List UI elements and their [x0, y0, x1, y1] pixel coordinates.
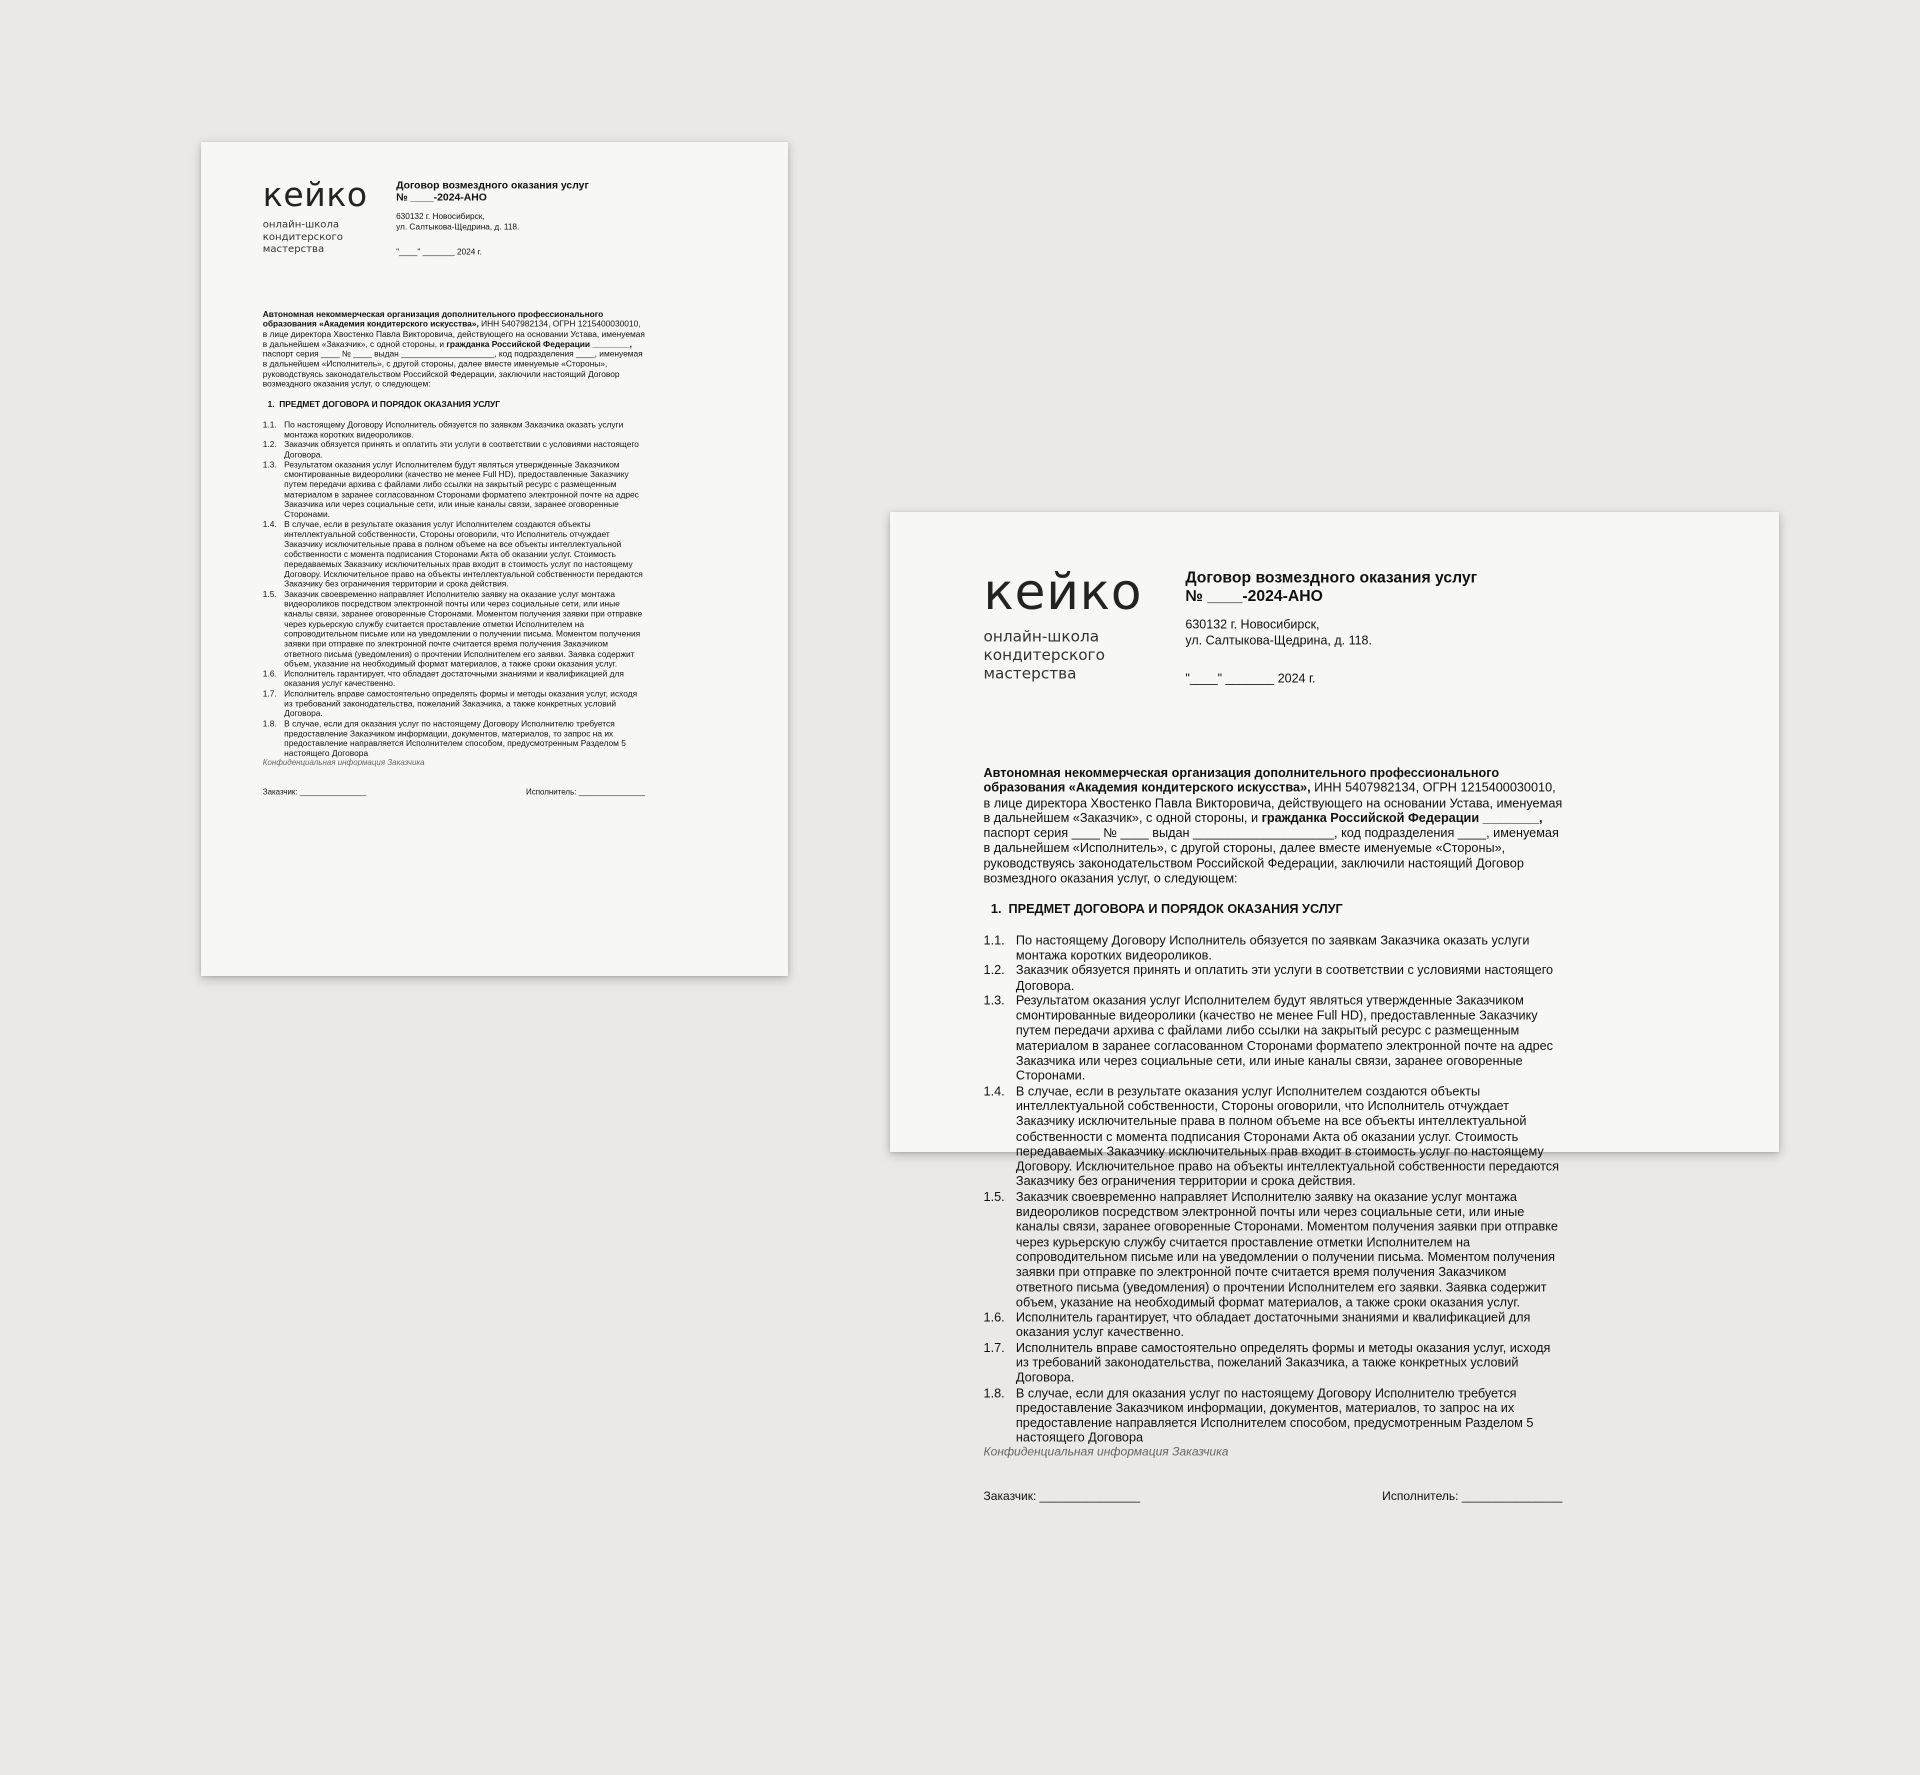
clause-number: 1.4.: [983, 1083, 1005, 1098]
clause-list: [263, 420, 645, 759]
signature-customer: Заказчик: _______________: [262, 787, 367, 797]
address-line: ул. Салтыкова-Щедрина, д. 118.: [396, 221, 520, 231]
tagline-line: кондитерского: [262, 230, 343, 243]
address-line: ул. Салтыкова-Щедрина, д. 118.: [1185, 632, 1372, 647]
clause-text: Заказчик своевременно направляет Исполнителю заявку на оказание услуг монтажа видеороликов посредством электронной почты или через социальные сети, или иные каналы связи, заранее оговоренные Сторонами. Моментом получения заявки при отправке через курьерскую службу считается проставление отметки Исполнителем на сопроводительном письме или на уведомлении о получении письма. Моментом получения заявки при отправке по электронной почте считается время получения Заказчиком ответного письма (уведомления) о прочтении Исполнителем его заявки. Заявка содержит объем, указание на необходимый формат материалов, а также сроки оказания услуг.: [284, 589, 643, 669]
contract-address: [1185, 618, 1477, 649]
section-number: 1.: [990, 902, 1002, 917]
clause-number: 1.3.: [262, 459, 277, 470]
clause-number: 1.6.: [262, 669, 277, 679]
clause-text: Исполнитель вправе самостоятельно определять формы и методы оказания услуг, исходя из требований законодательства, пожеланий Заказчика, а также конкретных условий Договора.: [1015, 1340, 1551, 1385]
tagline-line: онлайн-школа: [262, 218, 340, 231]
clause-number: 1.8.: [983, 1385, 1005, 1400]
intro-text: паспорт серия ____ № ____ выдан ____________________, код подразделения ____, именуемая в дальнейшем «Исполнитель», с другой стороны, далее вместе именуемые «Стороны», руководствуясь законодательством Российской Федерации, заключили настоящий Договор возмездного оказания услуг, о следующем:: [262, 349, 643, 389]
clause-number: 1.2.: [983, 963, 1005, 978]
clause-text: Результатом оказания услуг Исполнителем будут являться утвержденные Заказчиком смонтированные видеоролики (качество не менее Full HD), предоставленные Заказчику путем передачи архива с файлами либо ссылки на закрытый ресурс с размещенным материалом в заранее согласованном Сторонами форматепо электронной почте на адрес Заказчика или через социальные сети, или иные каналы связи, заранее оговоренные Сторонами.: [1015, 993, 1554, 1083]
clause-text: По настоящему Договору Исполнитель обязуется по заявкам Заказчика оказать услуги монтажа коротких видеороликов.: [284, 420, 624, 440]
contract-number: № ____-2024-АНО: [396, 191, 487, 204]
signature-executor: Исполнитель: _______________: [526, 787, 645, 797]
clause-item: [263, 669, 645, 689]
contract-header: [396, 179, 589, 257]
clause-item: [263, 420, 645, 440]
brand-block: [983, 562, 1143, 684]
clause-item: [263, 719, 645, 759]
clause-item: [984, 1386, 1563, 1446]
confidential-note: Конфиденциальная информация Заказчика: [262, 757, 425, 767]
tagline-line: онлайн-школа: [983, 627, 1100, 646]
section-number: 1.: [267, 399, 275, 409]
clause-text: В случае, если для оказания услуг по настоящему Договору Исполнителю требуется предоставление Заказчиком информации, документов, материалов, то запрос на их предоставление направляется Исполнителем способом, предусмотренным Разделом 5 настоящего Договора: [284, 718, 626, 759]
clause-text: В случае, если в результате оказания услуг Исполнителем создаются объекты интеллектуальной собственности, Стороны оговорили, что Исполнитель отчуждает Заказчику исключительные права в полном объеме на все объекты интеллектуальной собственности с момента подписания Сторонами Акта об оказании услуг. Стоимость передаваемых Заказчику исключительных прав входит в стоимость услуг по настоящему Договору. Исключительное право на объекты интеллектуальной собственности передаются Заказчику без ограничения территории и срока действия.: [1015, 1083, 1560, 1189]
tagline-line: кондитерского: [983, 646, 1105, 664]
brand-logo: кейко: [983, 562, 1143, 622]
contract-address: [396, 212, 589, 232]
clause-text: Исполнитель вправе самостоятельно определять формы и методы оказания услуг, исходя из требований законодательства, пожеланий Заказчика, а также конкретных условий Договора.: [284, 689, 638, 719]
clause-number: 1.8.: [262, 718, 277, 729]
clause-text: По настоящему Договору Исполнитель обязуется по заявкам Заказчика оказать услуги монтажа коротких видеороликов.: [1015, 933, 1530, 963]
clause-text: Исполнитель гарантирует, что обладает достаточными знаниями и квалификацией для оказания услуг качественно.: [284, 669, 624, 689]
brand-block: [262, 175, 368, 255]
clause-number: 1.2.: [262, 439, 277, 450]
contract-intro: [984, 766, 1563, 887]
contract-title: [1185, 568, 1477, 605]
clause-item: [984, 1084, 1563, 1190]
clause-text: Исполнитель гарантирует, что обладает достаточными знаниями и квалификацией для оказания услуг качественно.: [1015, 1310, 1531, 1340]
clause-text: Заказчик обязуется принять и оплатить эти услуги в соответствии с условиями настоящего Договора.: [284, 439, 639, 460]
clause-text: В случае, если в результате оказания услуг Исполнителем создаются объекты интеллектуальной собственности, Стороны оговорили, что Исполнитель отчуждает Заказчику исключительные права в полном объеме на все объекты интеллектуальной собственности с момента подписания Сторонами Акта об оказании услуг. Стоимость передаваемых Заказчику исключительных прав входит в стоимость услуг по настоящему Договору. Исключительное право на объекты интеллектуальной собственности передаются Заказчику без ограничения территории и срока действия.: [284, 519, 643, 589]
section-title: [263, 400, 645, 410]
contract-intro: [263, 310, 645, 390]
brand-logo: кейко: [262, 175, 368, 215]
clause-number: 1.3.: [983, 993, 1005, 1008]
sheet-content: [890, 512, 1779, 1775]
clause-number: 1.6.: [983, 1310, 1005, 1325]
tagline-line: мастерства: [983, 664, 1077, 683]
clause-number: 1.5.: [983, 1189, 1005, 1204]
contract-title-line: Договор возмездного оказания услуг: [396, 179, 589, 191]
brand-tagline: [263, 218, 368, 255]
tagline-line: мастерства: [262, 242, 325, 255]
clause-text: Результатом оказания услуг Исполнителем будут являться утвержденные Заказчиком смонтированные видеоролики (качество не менее Full HD), предоставленные Заказчику путем передачи архива с файлами либо ссылки на закрытый ресурс с размещенным материалом в заранее согласованном Сторонами форматепо электронной почте на адрес Заказчика или через социальные сети, или иные каналы связи, заранее оговоренные Сторонами.: [284, 459, 639, 519]
section-heading: ПРЕДМЕТ ДОГОВОРА И ПОРЯДОК ОКАЗАНИЯ УСЛУГ: [279, 399, 500, 409]
clause-item: [984, 963, 1563, 993]
contract-date: "____" _______ 2024 г.: [1185, 671, 1316, 686]
address-line: 630132 г. Новосибирск,: [1185, 617, 1320, 632]
clause-number: 1.5.: [262, 589, 277, 599]
clause-text: Заказчик обязуется принять и оплатить эти услуги в соответствии с условиями настоящего Договора.: [1015, 963, 1554, 993]
clause-item: [263, 520, 645, 590]
intro-party-executor: гражданка Российской Федерации ________,: [1261, 810, 1543, 825]
clause-item: [984, 1340, 1563, 1385]
clause-number: 1.1.: [983, 933, 1005, 947]
clause-item: [263, 689, 645, 719]
clause-number: 1.4.: [262, 519, 277, 529]
clause-list: [984, 933, 1563, 1446]
intro-party-customer: Автономная некоммерческая организация дополнительного профессионального образования «Академия кондитерского искусства»,: [262, 309, 604, 329]
signature-customer: Заказчик: _______________: [983, 1488, 1141, 1503]
clause-item: [263, 460, 645, 520]
sheet-content: [201, 142, 788, 976]
clause-number: 1.7.: [262, 689, 277, 699]
address-line: 630132 г. Новосибирск,: [396, 211, 485, 221]
clause-text: Заказчик своевременно направляет Исполнителю заявку на оказание услуг монтажа видеороликов посредством электронной почты или через социальные сети, или иные каналы связи, заранее оговоренные Сторонами. Моментом получения заявки при отправке через курьерскую службу считается проставление отметки Исполнителем на сопроводительном письме или на уведомлении о получении письма. Моментом получения заявки при отправке по электронной почте считается время получения Заказчиком ответного письма (уведомления) о прочтении Исполнителем его заявки. Заявка содержит объем, указание на необходимый формат материалов, а также сроки оказания услуг.: [1015, 1189, 1558, 1310]
brand-tagline: [984, 628, 1143, 684]
contract-body: [263, 310, 645, 759]
contract-number: № ____-2024-АНО: [1185, 587, 1323, 605]
clause-item: [263, 589, 645, 669]
section-title: [984, 902, 1563, 917]
contract-sheet-right: [890, 512, 1779, 1503]
contract-body: [984, 766, 1563, 1446]
clause-text: В случае, если для оказания услуг по настоящему Договору Исполнителю требуется предоставление Заказчиком информации, документов, материалов, то запрос на их предоставление направляется Исполнителем способом, предусмотренным Разделом 5 настоящего Договора: [1015, 1385, 1534, 1445]
clause-number: 1.1.: [262, 420, 277, 430]
clause-item: [984, 993, 1563, 1084]
clause-item: [984, 1190, 1563, 1311]
intro-text: паспорт серия ____ № ____ выдан ____________________, код подразделения ____, именуемая в дальнейшем «Исполнитель», с другой стороны, далее вместе именуемые «Стороны», руководствуясь законодательством Российской Федерации, заключили настоящий Договор возмездного оказания услуг, о следующем:: [983, 826, 1559, 886]
clause-item: [984, 1310, 1563, 1340]
contract-title-line: Договор возмездного оказания услуг: [1185, 568, 1478, 587]
intro-party-executor: гражданка Российской Федерации ________,: [446, 339, 632, 349]
clause-item: [263, 440, 645, 460]
contract-sheet-left: [201, 142, 788, 976]
contract-date: "____" _______ 2024 г.: [396, 247, 482, 257]
intro-text: ИНН 5407982134, ОГРН 1215400030010, в лице директора Хвостенко Павла Викторовича, действующего на основании Устава, именуемая в дальнейшем «Заказчик», с одной стороны, и: [983, 780, 1563, 825]
intro-party-customer: Автономная некоммерческая организация дополнительного профессионального образования «Академия кондитерского искусства»,: [983, 765, 1500, 795]
section-heading: ПРЕДМЕТ ДОГОВОРА И ПОРЯДОК ОКАЗАНИЯ УСЛУГ: [1008, 902, 1343, 917]
signature-executor: Исполнитель: _______________: [1382, 1488, 1563, 1503]
intro-text: ИНН 5407982134, ОГРН 1215400030010, в лице директора Хвостенко Павла Викторовича, действующего на основании Устава, именуемая в дальнейшем «Заказчик», с одной стороны, и: [262, 319, 645, 349]
confidential-note: Конфиденциальная информация Заказчика: [983, 1444, 1229, 1459]
clause-item: [984, 933, 1563, 963]
contract-header: [1185, 568, 1477, 686]
clause-number: 1.7.: [983, 1340, 1005, 1355]
contract-title: [396, 179, 589, 203]
